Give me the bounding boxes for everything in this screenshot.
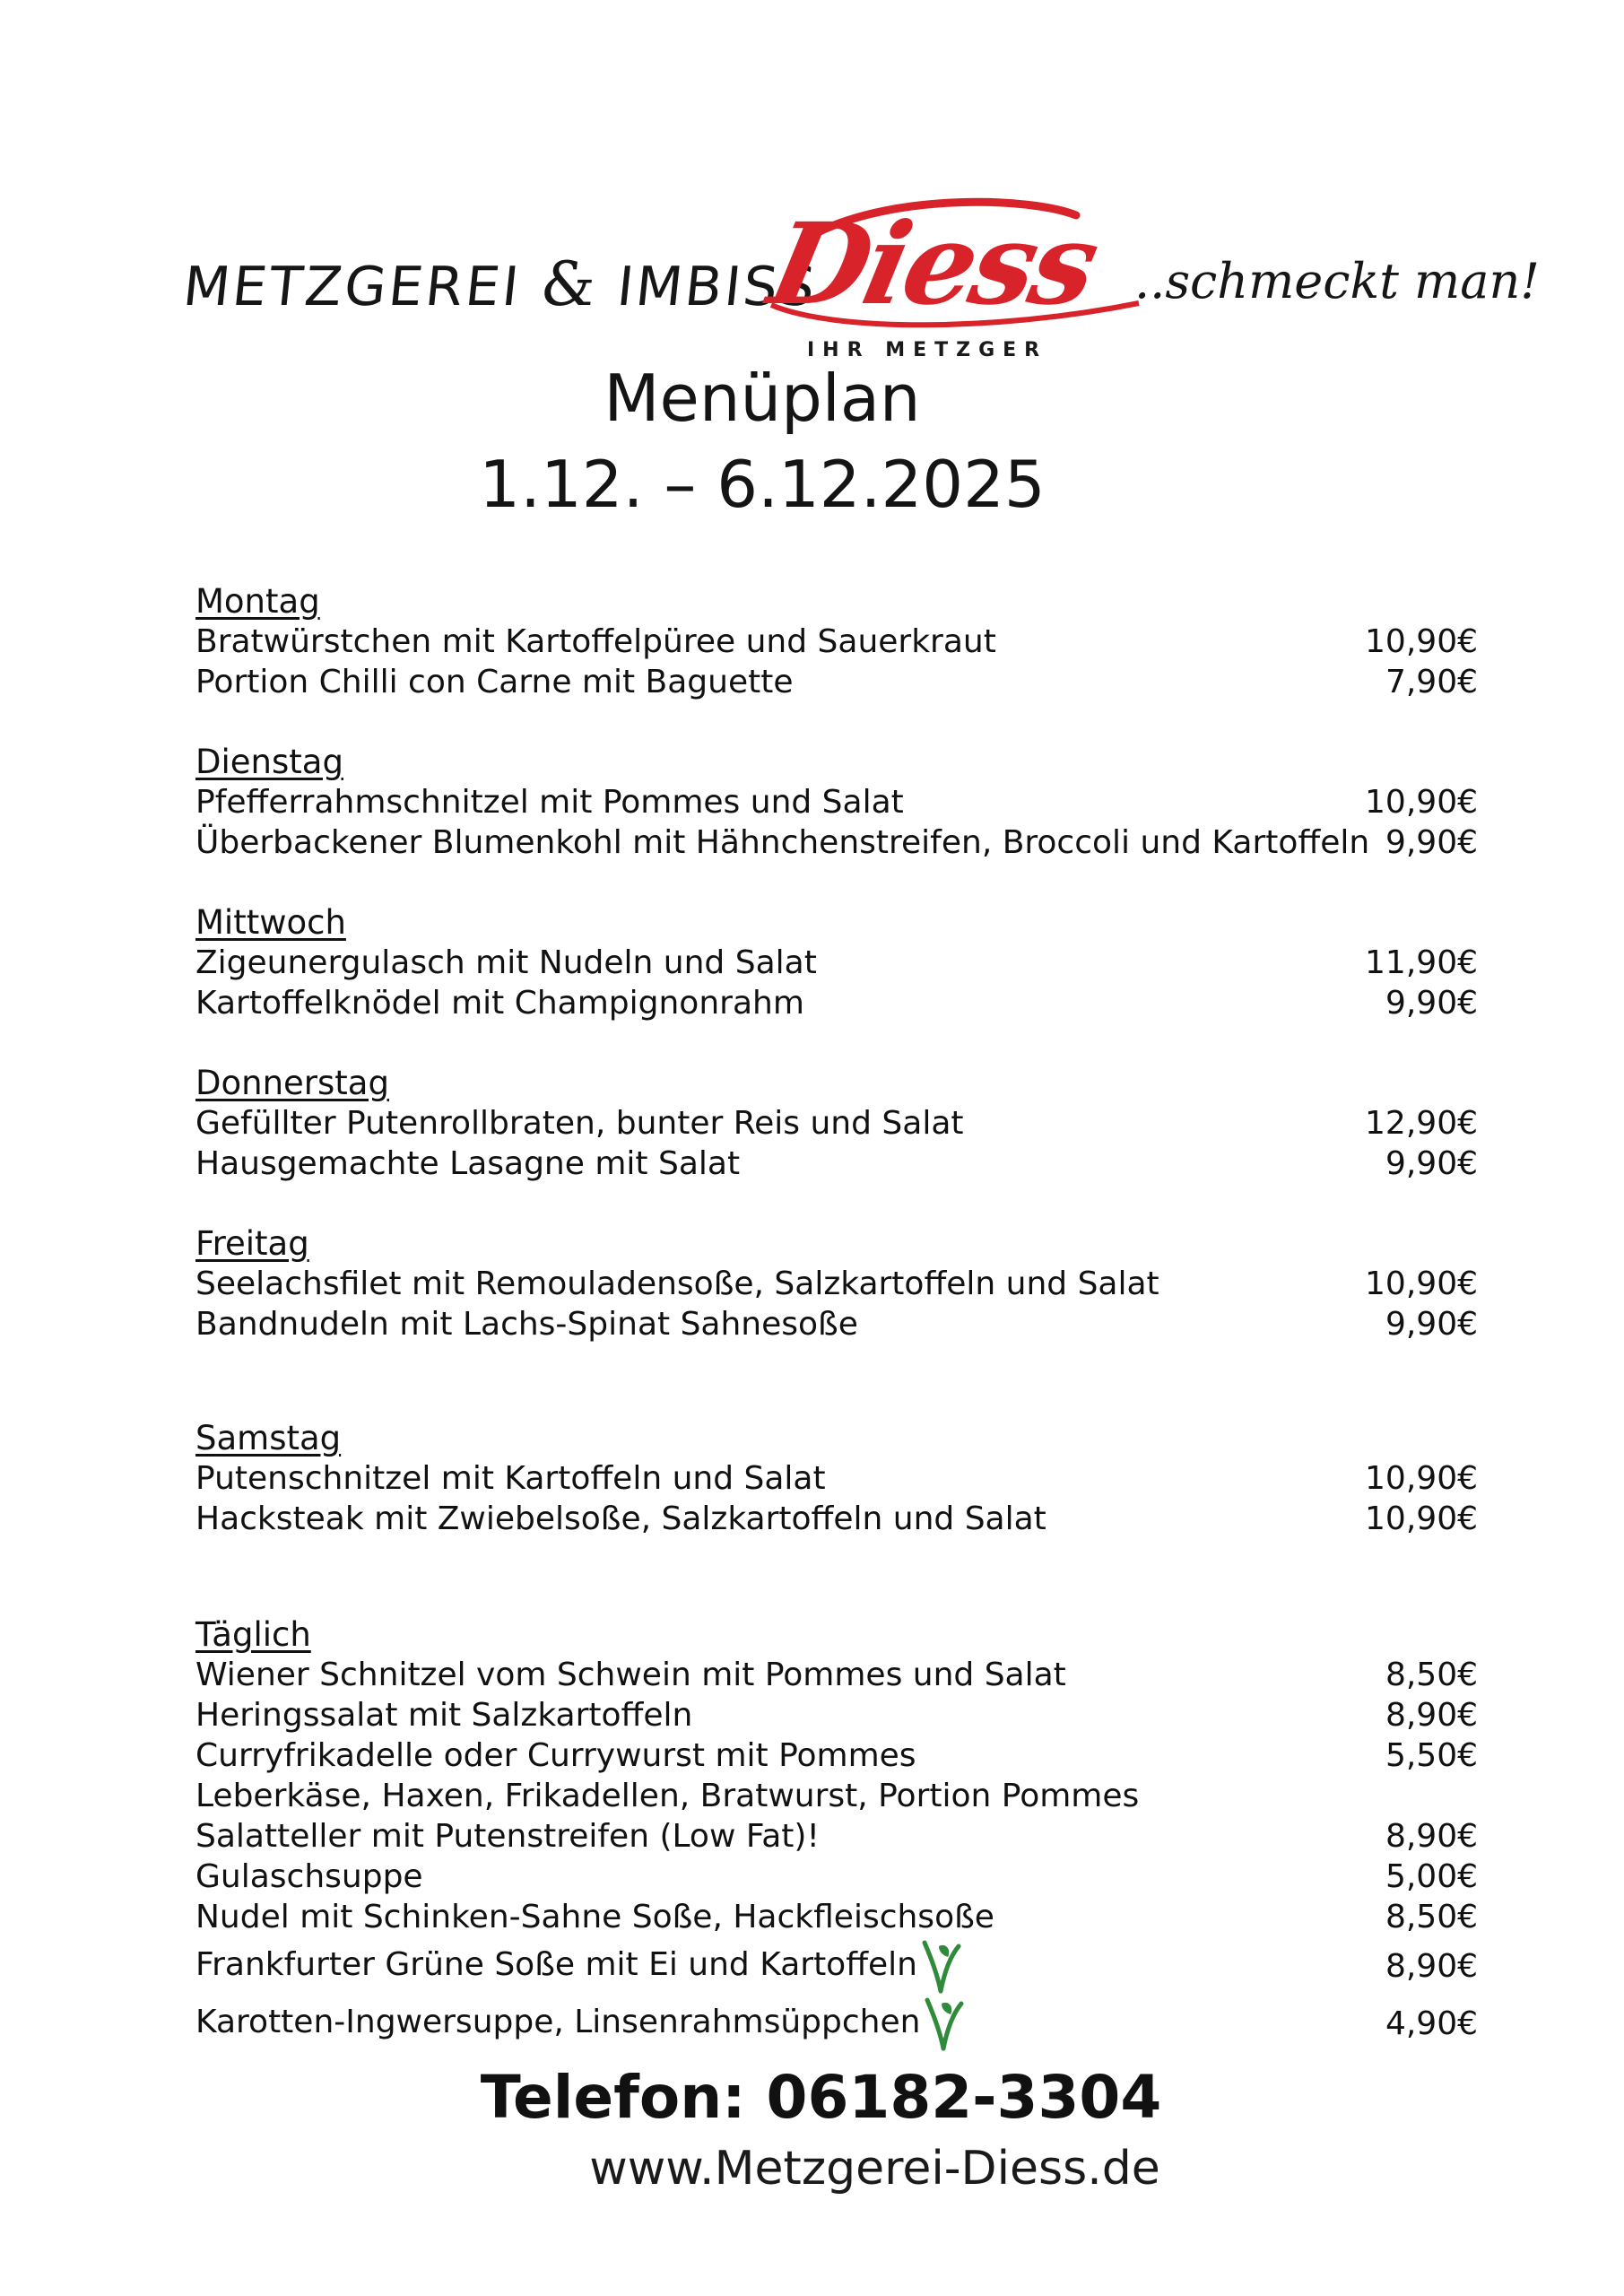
dish-price: 8,50€ [1385,1657,1478,1693]
menu-item [195,1499,1478,1539]
dish-name [195,1655,1066,1695]
dish-text: Bandnudeln mit Lachs-Spinat Sahnesoße [195,1306,858,1343]
day-heading: Donnerstag [195,1064,389,1102]
dish-name [195,1816,820,1857]
menu-item [195,1857,1478,1897]
dish-name [195,1937,962,1995]
dish-text: Bratwürstchen mit Kartoffelpüree und Sauerkraut [195,623,996,660]
dish-price: 8,90€ [1385,1947,1478,1985]
dish-price: 4,90€ [1385,2005,1478,2042]
dish-price: 10,90€ [1365,1265,1478,1302]
dish-text: Frankfurter Grüne Soße mit Ei und Kartoffeln [195,1946,917,1983]
dish-text: Seelachsfilet mit Remouladensoße, Salzkartoffeln und Salat [195,1265,1159,1302]
header-logo [0,0,1624,361]
dish-text: Heringssalat mit Salzkartoffeln [195,1697,693,1734]
dish-name [195,1695,692,1735]
logo-tagline: ..schmeckt man! [1134,253,1540,309]
menu-item [195,1995,1478,2052]
menu-section [195,1614,1478,2052]
menu-list [195,581,1478,2052]
dish-name [195,983,804,1023]
dish-text: Curryfrikadelle oder Currywurst mit Pommes [195,1737,916,1774]
dish-price: 9,90€ [1385,1145,1478,1182]
menu-item [195,1816,1478,1857]
menu-item [195,983,1478,1023]
dish-name [195,943,817,983]
dish-name [195,622,996,662]
dish-name [195,782,904,822]
menu-item [195,662,1478,702]
dish-text: Zigeunergulasch mit Nudeln und Salat [195,944,817,981]
dish-name [195,1857,423,1897]
logo-brand: Diess [759,199,1107,330]
dish-text: Salatteller mit Putenstreifen (Low Fat)! [195,1818,820,1855]
dish-text: Portion Chilli con Carne mit Baguette [195,664,794,700]
dish-text: Hausgemachte Lasagne mit Salat [195,1145,741,1182]
dish-name [195,1897,994,1937]
vegetarian-leaf-icon [921,1937,962,1995]
menu-section [195,581,1478,702]
dish-text: Pfefferrahmschnitzel mit Pommes und Salat [195,784,904,821]
day-heading: Montag [195,582,320,621]
dish-text: Kartoffelknödel mit Champignonrahm [195,985,804,1022]
menu-section [195,1223,1478,1344]
menu-item [195,1897,1478,1937]
dish-text: Hacksteak mit Zwiebelsoße, Salzkartoffeln und Salat [195,1500,1046,1537]
menu-section [195,902,1478,1023]
dish-price: 8,90€ [1385,1818,1478,1855]
dish-text: Überbackener Blumenkohl mit Hähnchenstreifen, Broccoli und Kartoffeln [195,824,1370,861]
menu-item [195,782,1478,822]
dish-text: Nudel mit Schinken-Sahne Soße, Hackfleischsoße [195,1899,994,1935]
dish-price: 7,90€ [1385,664,1478,700]
dish-name [195,1304,858,1344]
logo-wordmark: METZGEREI & IMBISS [180,249,821,320]
menu-item [195,822,1478,863]
day-heading: Mittwoch [195,903,346,942]
menu-section [195,1418,1478,1539]
day-heading: Freitag [195,1224,309,1263]
dish-price: 9,90€ [1385,824,1478,861]
menu-item [195,1304,1478,1344]
menu-item [195,1103,1478,1144]
dish-price: 8,50€ [1385,1899,1478,1935]
dish-price: 10,90€ [1365,784,1478,821]
dish-name [195,1458,826,1499]
menu-item [195,943,1478,983]
menu-item [195,1937,1478,1995]
page-title: Menüplan [604,361,921,436]
dish-text: Wiener Schnitzel vom Schwein mit Pommes und Salat [195,1657,1066,1693]
menu-item [195,1655,1478,1695]
menu-item [195,1144,1478,1184]
phone-number: Telefon: 06182-3304 [480,2063,1162,2132]
dish-name [195,1995,965,2052]
day-heading: Täglich [195,1615,311,1654]
menu-item [195,1458,1478,1499]
website-link[interactable]: www.Metzgerei-Diess.de [589,2142,1160,2196]
dish-price: 5,00€ [1385,1858,1478,1895]
dish-text: Gefüllter Putenrollbraten, bunter Reis und Salat [195,1105,964,1142]
dish-name [195,822,1369,863]
day-heading: Samstag [195,1419,342,1457]
date-range: 1.12. – 6.12.2025 [479,447,1046,522]
dish-price: 5,50€ [1385,1737,1478,1774]
dish-price: 10,90€ [1365,623,1478,660]
dish-price: 12,90€ [1365,1105,1478,1142]
logo-subtitle: IHR METZGER [807,339,1048,361]
dish-text: Gulaschsuppe [195,1858,423,1895]
dish-text: Karotten-Ingwersuppe, Linsenrahmsüppchen [195,2004,921,2040]
vegetarian-leaf-icon [924,1995,965,2052]
dish-name [195,1735,916,1776]
day-heading: Dienstag [195,743,343,781]
menu-item [195,1735,1478,1776]
dish-price: 8,90€ [1385,1697,1478,1734]
dish-name [195,662,794,702]
menu-item [195,622,1478,662]
dish-text: Putenschnitzel mit Kartoffeln und Salat [195,1460,826,1497]
dish-name [195,1144,740,1184]
dish-name [195,1103,964,1144]
menu-section [195,742,1478,863]
dish-name [195,1499,1046,1539]
menu-section [195,1063,1478,1184]
dish-price: 9,90€ [1385,985,1478,1022]
menu-item [195,1776,1478,1816]
menu-item [195,1695,1478,1735]
menu-item [195,1264,1478,1304]
dish-name [195,1264,1159,1304]
dish-price: 10,90€ [1365,1460,1478,1497]
dish-text: Leberkäse, Haxen, Frikadellen, Bratwurst, Portion Pommes [195,1778,1140,1814]
dish-price: 10,90€ [1365,1500,1478,1537]
dish-price: 9,90€ [1385,1306,1478,1343]
dish-price: 11,90€ [1365,944,1478,981]
dish-name [195,1776,1139,1816]
